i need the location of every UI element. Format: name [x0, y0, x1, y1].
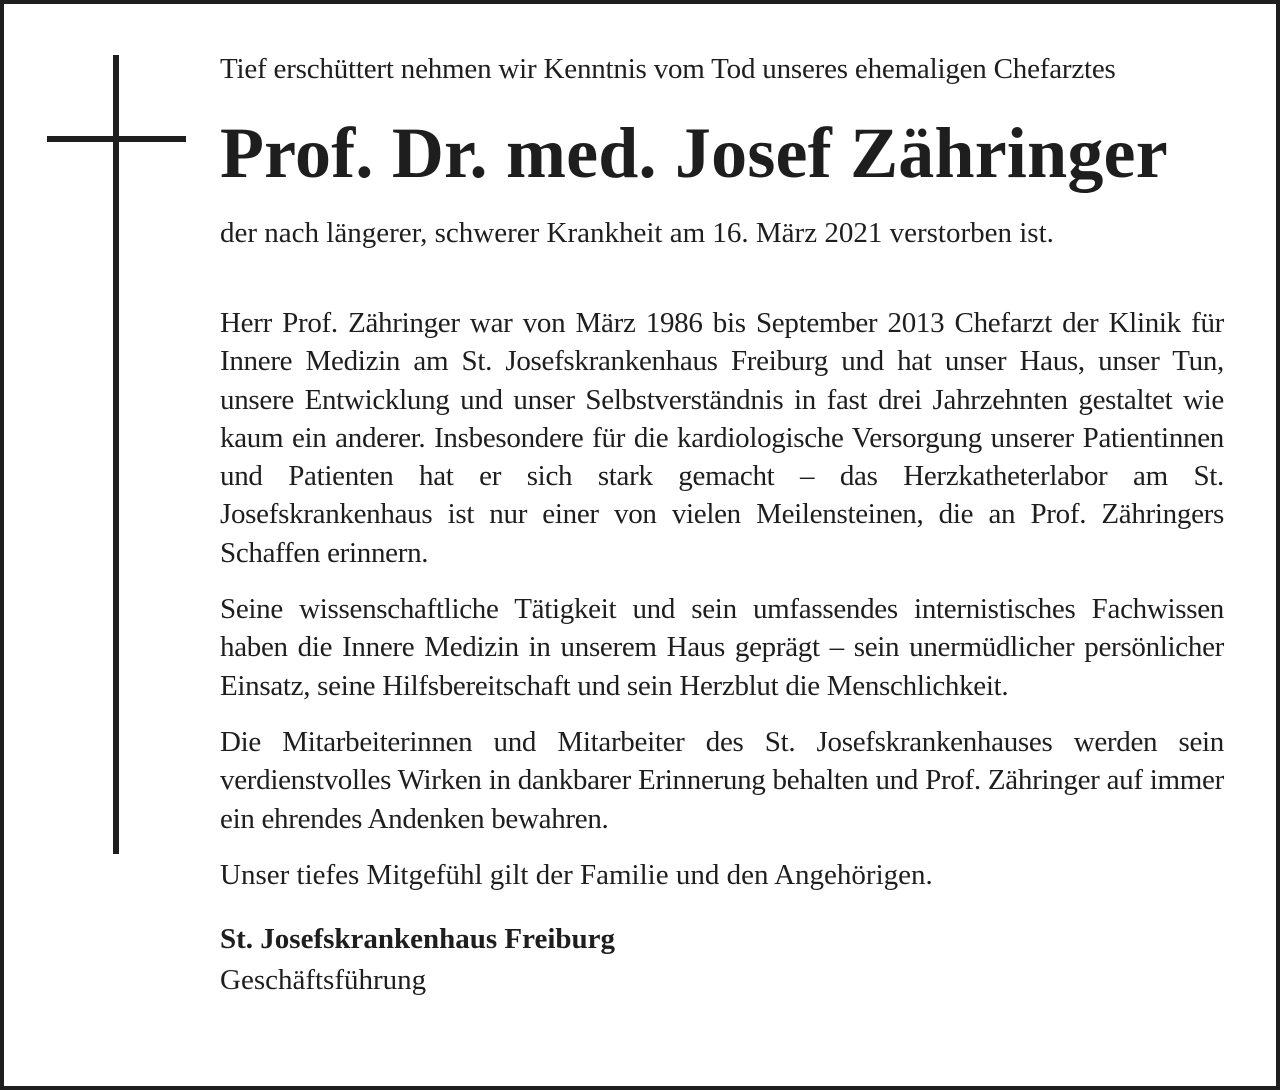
- death-line: der nach längerer, schwerer Krankheit am 16. März 2021 verstorben ist.: [220, 217, 1054, 249]
- notice-content: [220, 50, 1224, 999]
- cross-horizontal-bar: [47, 136, 186, 142]
- deceased-name: Prof. Dr. med. Josef Zähringer: [220, 113, 1168, 193]
- remembrance-paragraph: Die Mitarbeiterinnen und Mitarbeiter des St. Josefskrankenhauses werden sein verdienstvolles Wirken in dankbarer Erinnerung behalten und Prof. Zähringer auf immer ein ehrendes Andenken bewahren.: [220, 725, 1224, 835]
- intro-line: Tief erschüttert nehmen wir Kenntnis vom Tod unseres ehemaligen Chefarztes: [220, 53, 1116, 85]
- career-paragraph: Herr Prof. Zähringer war von März 1986 bis September 2013 Chefarzt der Klinik für Innere Medizin am St. Josefskrankenhaus Freiburg und hat unser Haus, unser Tun, unsere Entwicklung und unser Selbstverständnis in fast drei Jahrzehnten gestaltet wie kaum ein anderer. Insbesondere für die kardiologische Versorgung unserer Patientinnen und Patienten hat er sich stark gemacht – das Herzkatheterlabor am St. Josefskrankenhaus ist nur einer von vielen Meilensteinen, die an Prof. Zähringers Schaffen erinnern.: [220, 307, 1224, 569]
- cross-vertical-bar: [113, 55, 119, 854]
- condolence-line: Unser tiefes Mitgefühl gilt der Familie und den Angehörigen.: [220, 858, 933, 891]
- sender-department: Geschäftsführung: [220, 963, 427, 996]
- legacy-paragraph: Seine wissenschaftliche Tätigkeit und sein umfassendes internistisches Fachwissen haben die Innere Medizin in unserem Haus geprägt – sein unermüdlicher persönlicher Einsatz, seine Hilfsbereitschaft und sein Herzblut die Menschlichkeit.: [220, 593, 1224, 702]
- sender-name: St. Josefskrankenhaus Freiburg: [220, 922, 616, 955]
